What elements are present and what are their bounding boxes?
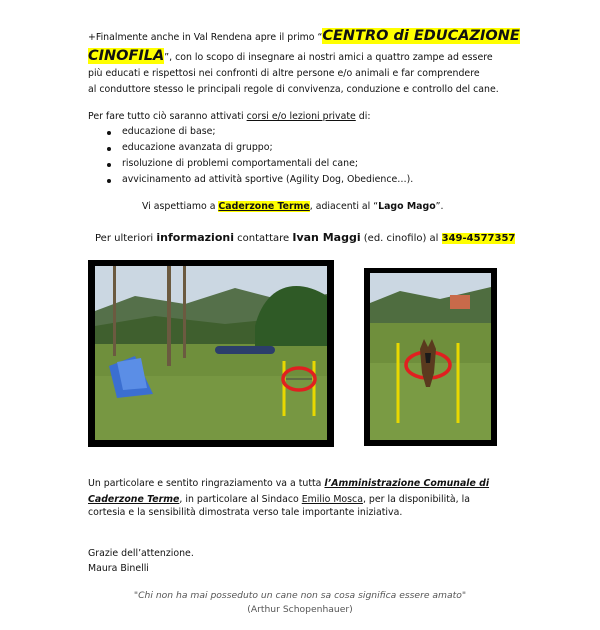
bullet-icon <box>107 131 111 135</box>
location-mid: , adiacenti al “ <box>309 201 379 212</box>
contact-line <box>95 230 515 247</box>
contact-phone: 349-4577357 <box>441 233 516 244</box>
quote-text: "Chi non ha mai posseduto un cane non sa cosa significa essere amato" <box>133 590 467 601</box>
courses-tail: di: <box>355 111 371 122</box>
location-lake: Lago Mago <box>378 201 436 212</box>
contact-lead: Per ulteriori <box>95 233 157 244</box>
bullet-icon <box>107 163 111 167</box>
courses-intro <box>88 109 370 125</box>
intro-line-3: più educati e rispettosi nei confronti di altre persone e/o animali e far comprendere <box>88 68 480 79</box>
location-tail: ”. <box>435 201 444 212</box>
courses-lead: Per fare tutto ciò saranno attivati <box>88 111 247 122</box>
contact-role: (ed. cinofilo) al <box>360 233 442 244</box>
intro-line-2 <box>88 48 493 66</box>
contact-info: informazioni <box>156 231 234 244</box>
bullet-icon <box>107 147 111 151</box>
course-item: educazione avanzata di gruppo; <box>122 142 273 153</box>
center-title-a: CENTRO di EDUCAZIONE <box>322 28 520 44</box>
intro-lead: +Finalmente anche in Val Rendena apre il primo “ <box>88 32 323 43</box>
contact-name: Ivan Maggi <box>292 231 361 244</box>
contact-mid: contattare <box>233 233 293 244</box>
location-place: Caderzone Terme <box>218 201 310 212</box>
signature: Maura Binelli <box>88 563 149 574</box>
dog-jump-photo <box>364 268 497 446</box>
agility-field-photo <box>88 260 334 447</box>
thanks-admin-a: l’Amministrazione Comunale di <box>324 478 490 489</box>
thanks-admin-b: Caderzone Terme <box>88 494 180 505</box>
courses-link: corsi e/o lezioni private <box>246 111 356 122</box>
location-line <box>142 199 443 215</box>
course-item: risoluzione di problemi comportamentali del cane; <box>122 158 358 169</box>
center-title-b: CINOFILA <box>88 48 165 64</box>
intro-line-4: al conduttore stesso le principali regole di convivenza, conduzione e controllo del cane. <box>88 84 499 95</box>
bullet-icon <box>107 179 111 183</box>
course-item: avvicinamento ad attività sportive (Agility Dog, Obedience…). <box>122 174 414 185</box>
intro-after-title: ”, con lo scopo di insegnare ai nostri amici a quattro zampe ad essere <box>164 52 493 63</box>
thanks-tail: , per la disponibilità, la <box>362 494 470 505</box>
intro-line-1 <box>88 28 520 46</box>
thanks-mid: , in particolare al Sindaco <box>179 494 302 505</box>
course-item: educazione di base; <box>122 126 216 137</box>
thanks-line-1 <box>88 476 489 492</box>
thanks-line-3: cortesia e la sensibilità dimostrata verso tale importante iniziativa. <box>88 507 403 518</box>
thanks-mayor: Emilio Mosca <box>301 494 363 505</box>
location-lead: Vi aspettiamo a <box>142 201 219 212</box>
closing-thanks: Grazie dell’attenzione. <box>88 548 194 559</box>
thanks-lead: Un particolare e sentito ringraziamento va a tutta <box>88 478 325 489</box>
quote-author: (Arthur Schopenhauer) <box>247 604 353 615</box>
